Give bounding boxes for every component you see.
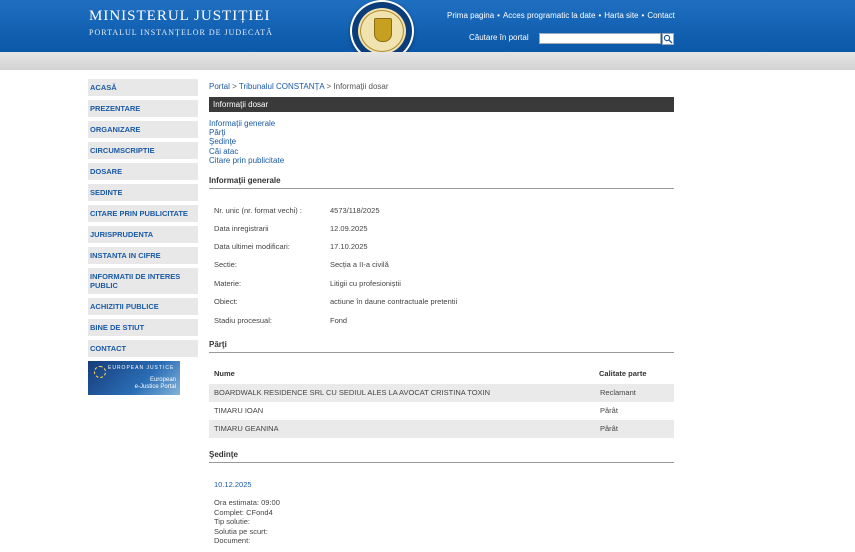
hearing-details: [214, 498, 280, 546]
party-name: TIMARU IOAN: [214, 406, 264, 415]
toc-link-parti[interactable]: Părţi: [209, 128, 226, 138]
top-links: [447, 11, 675, 20]
hearing-detail-line: Ora estimata: 09:00: [214, 498, 280, 507]
search-input[interactable]: [539, 33, 661, 44]
party-role: Pârât: [600, 406, 618, 415]
info-value: actiune în daune contractuale pretentii: [330, 297, 458, 306]
table-row: [209, 420, 674, 438]
toc-link-cai-atac[interactable]: Căi atac: [209, 146, 239, 156]
ejustice-logo-icon: [94, 366, 106, 378]
sidebar-item-achizitii[interactable]: ACHIZITII PUBLICE: [88, 298, 198, 315]
info-label: Data ultimei modificari:: [214, 242, 290, 251]
info-label: Nr. unic (nr. format vechi) :: [214, 206, 302, 215]
sidebar-item-dosare[interactable]: DOSARE: [88, 163, 198, 180]
site-title[interactable]: MINISTERUL JUSTIȚIEI: [89, 8, 271, 24]
sidebar-item-bine-de-stiut[interactable]: BINE DE STIUT: [88, 319, 198, 336]
search-label: Căutare în portal: [469, 33, 529, 42]
site-subtitle: PORTALUL INSTANȚELOR DE JUDECATĂ: [89, 28, 273, 37]
breadcrumb: [209, 82, 389, 91]
section-heading-general: Informaţii generale: [209, 176, 674, 189]
link-separator: •: [641, 11, 645, 20]
sidebar-item-circumscriptie[interactable]: CIRCUMSCRIPTIE: [88, 142, 198, 159]
breadcrumb-current: Informaţii dosar: [333, 82, 389, 91]
table-row: [209, 402, 674, 420]
column-header-calitate: Calitate parte: [599, 369, 647, 378]
hearing-detail-line: Document:: [214, 536, 251, 546]
link-prima-pagina[interactable]: Prima pagina: [447, 11, 495, 20]
breadcrumb-separator: >: [232, 82, 237, 91]
party-role: Pârât: [600, 424, 618, 433]
info-value: 12.09.2025: [330, 224, 368, 233]
sidebar-item-informatii-interes-public[interactable]: INFORMATII DE INTERES PUBLIC: [88, 268, 198, 294]
info-label: Stadiu procesual:: [214, 316, 272, 325]
link-harta-site[interactable]: Harta site: [604, 11, 639, 20]
info-label: Materie:: [214, 279, 242, 288]
link-separator: •: [497, 11, 500, 20]
sidebar-item-prezentare[interactable]: PREZENTARE: [88, 100, 198, 117]
sidebar-item-citare[interactable]: CITARE PRIN PUBLICITATE: [88, 205, 198, 222]
info-value: 17.10.2025: [330, 242, 368, 251]
header-strip: [0, 52, 855, 70]
party-name: BOARDWALK RESIDENCE SRL CU SEDIUL ALES LA AVOCAT CRISTINA TOXIN: [214, 388, 491, 397]
link-separator: •: [598, 11, 602, 20]
hearing-detail-line: Complet: CFond4: [214, 507, 273, 517]
toc-link-citare[interactable]: Citare prin publicitate: [209, 155, 285, 165]
sidebar-item-organizare[interactable]: ORGANIZARE: [88, 121, 198, 138]
page-title: Informaţii dosar: [209, 97, 674, 112]
search-icon: [663, 34, 673, 44]
hearing-date: 10.12.2025: [214, 480, 252, 489]
search-button[interactable]: [662, 33, 674, 45]
breadcrumb-portal[interactable]: Portal: [209, 82, 230, 91]
sidebar-item-contact[interactable]: CONTACT: [88, 340, 198, 357]
ejustice-banner[interactable]: [88, 361, 180, 395]
sidebar-item-acasa[interactable]: ACASĂ: [88, 79, 198, 96]
ejustice-subtitle: [135, 377, 176, 391]
info-label: Data inregistrarii: [214, 224, 269, 233]
ejustice-title: EUROPEAN JUSTICE: [108, 365, 175, 371]
info-label: Obiect:: [214, 297, 238, 306]
hearing-detail-line: Tip solutie:: [214, 517, 250, 527]
info-value: 4573/118/2025: [330, 206, 380, 215]
section-heading-sedinte: Şedinţe: [209, 450, 674, 463]
sidebar: [88, 79, 198, 395]
hearing-detail-line: Solutia pe scurt:: [214, 526, 268, 536]
party-name: TIMARU GEANINA: [214, 424, 279, 433]
column-header-nume: Nume: [214, 369, 235, 378]
section-heading-parti: Părţi: [209, 340, 674, 353]
breadcrumb-court[interactable]: Tribunalul CONSTANȚA: [238, 82, 325, 91]
info-value: Fond: [330, 316, 348, 325]
sidebar-item-jurisprudenta[interactable]: JURISPRUDENTA: [88, 226, 198, 243]
info-value: Secția a II-a civilă: [330, 260, 389, 269]
sidebar-item-sedinte[interactable]: SEDINTE: [88, 184, 198, 201]
toc-link-informatii-generale[interactable]: Informaţii generale: [209, 119, 276, 128]
link-contact[interactable]: Contact: [647, 11, 675, 20]
ejustice-subtitle-line: European: [149, 377, 176, 383]
table-row: [209, 384, 674, 402]
party-role: Reclamant: [600, 388, 636, 397]
info-value: Litigii cu profesioniștii: [330, 279, 401, 288]
breadcrumb-separator: >: [326, 82, 332, 91]
link-acces-programatic[interactable]: Acces programatic la date: [502, 11, 596, 20]
toc-link-sedinte[interactable]: Şedinţe: [209, 137, 237, 147]
info-label: Sectie:: [214, 260, 237, 269]
sidebar-item-instanta-in-cifre[interactable]: INSTANTA IN CIFRE: [88, 247, 198, 264]
ejustice-subtitle-line: e-Justice Portal: [134, 384, 176, 390]
header: [0, 0, 855, 52]
table-of-contents: [209, 119, 284, 165]
